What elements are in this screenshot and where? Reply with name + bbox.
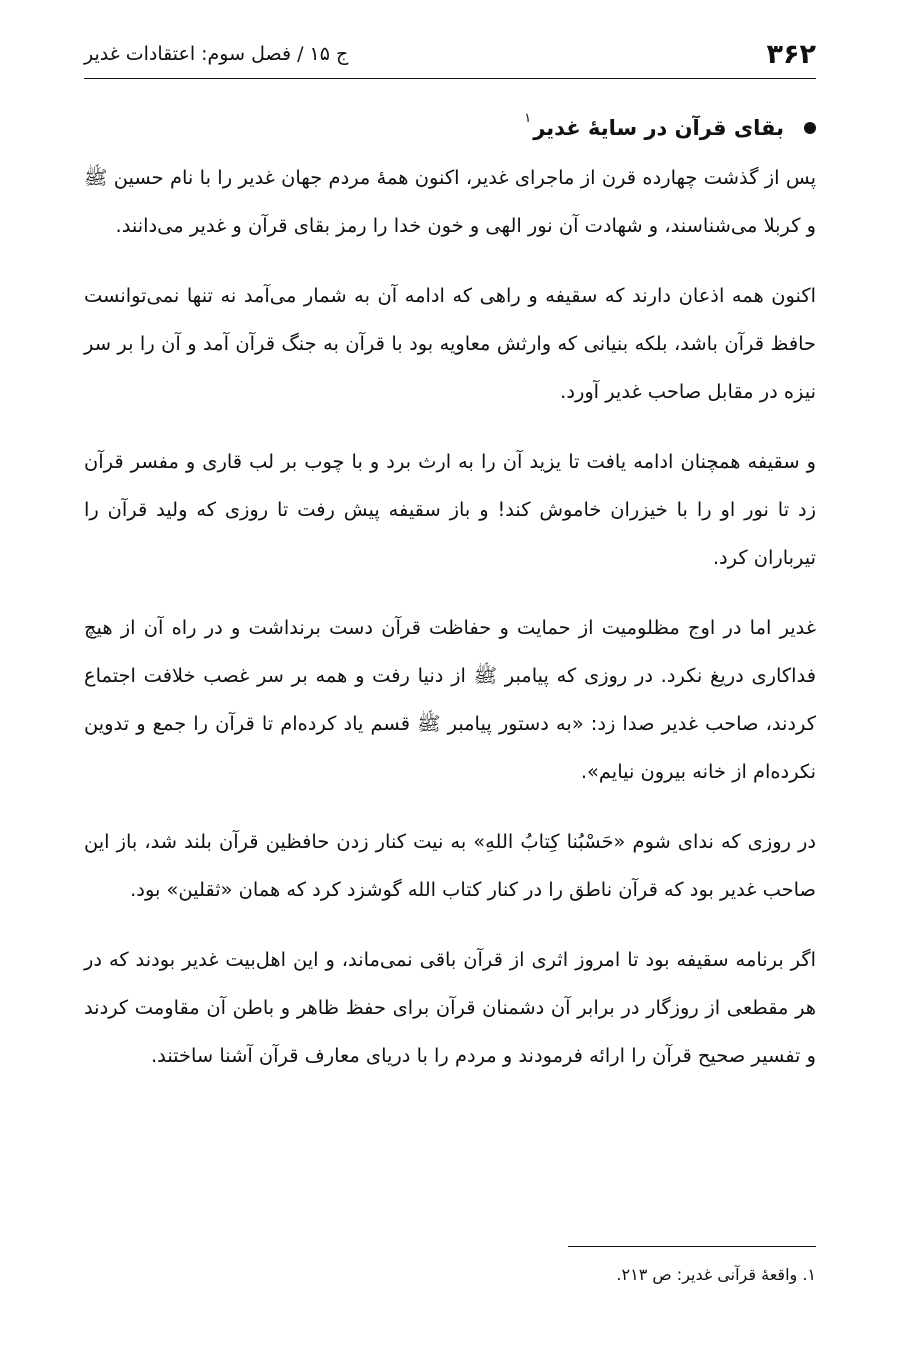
body-text (84, 154, 816, 1102)
paragraph: اکنون همه اذعان دارند که سقیفه و راهی که ادامه آن به شمار می‌آمد نه تنها نمی‌توانست حافظ قرآن باشد، بلکه بنیانی که وارثش معاویه بود با قرآن به جنگ قرآن آمد و آن را بر سر نیزه در مقابل صاحب غدیر آورد. (84, 284, 816, 403)
footnote-divider (568, 1246, 816, 1247)
paragraph: پس از گذشت چهارده قرن از ماجرای غدیر، اکنون همهٔ مردم جهان غدیر را با نام حسین ﷺ و کربلا می‌شناسند، و شهادت آن نور الهی و خون خدا را رمز بقای قرآن و غدیر می‌دانند. (84, 166, 816, 237)
footnote-reference: ۱ (524, 110, 532, 126)
footnote: ۱. واقعهٔ قرآنی غدیر: ص ۲۱۳. (616, 1265, 816, 1284)
header-divider (84, 78, 816, 79)
paragraph: در روزی که ندای شوم «حَسْبُنا کِتابُ اللهِ» به نیت کنار زدن حافظین قرآن بلند شد، باز این صاحب غدیر بود که قرآن ناطق را در کنار کتاب الله گوشزد کرد که همان «ثقلین» بود. (84, 830, 816, 901)
paragraph: اگر برنامه سقیفه بود تا امروز اثری از قرآن باقی نمی‌ماند، و این اهل‌بیت غدیر بودند که در هر مقطعی از روزگار در برابر آن دشمنان قرآن برای حفظ ظاهر و باطن آن مقاومت کردند و تفسیر صحیح قرآن را ارائه فرمودند و مردم را با دریای معارف قرآن آشنا ساختند. (84, 948, 816, 1067)
running-header (84, 32, 816, 76)
paragraph: غدیر اما در اوج مظلومیت از حمایت و حفاظت قرآن دست برنداشت و در راه آن از هیچ فداکاری دریغ نکرد. در روزی که پیامبر ﷺ از دنیا رفت و همه بر سر غصب خلافت اجتماع کردند، صاحب غدیر صدا زد: «به دستور پیامبر ﷺ قسم یاد کرده‌ام تا قرآن را جمع و تدوین نکرده‌ام از خانه بیرون نیایم». (84, 616, 816, 783)
bullet-icon (804, 122, 816, 134)
section-title: بقای قرآن در سایهٔ غدیر (533, 116, 784, 140)
section-heading (84, 108, 816, 148)
page-number: ۳۶۲ (766, 38, 816, 70)
chapter-title: ج ۱۵ / فصل سوم: اعتقادات غدیر (84, 43, 349, 65)
paragraph: و سقیفه همچنان ادامه یافت تا یزید آن را به ارث برد و با چوب بر لب قاری و مفسر قرآن زد تا نور او را با خیزران خاموش کند! و باز سقیفه پیش رفت تا روزی که ولید قرآن را تیرباران کرد. (84, 450, 816, 569)
